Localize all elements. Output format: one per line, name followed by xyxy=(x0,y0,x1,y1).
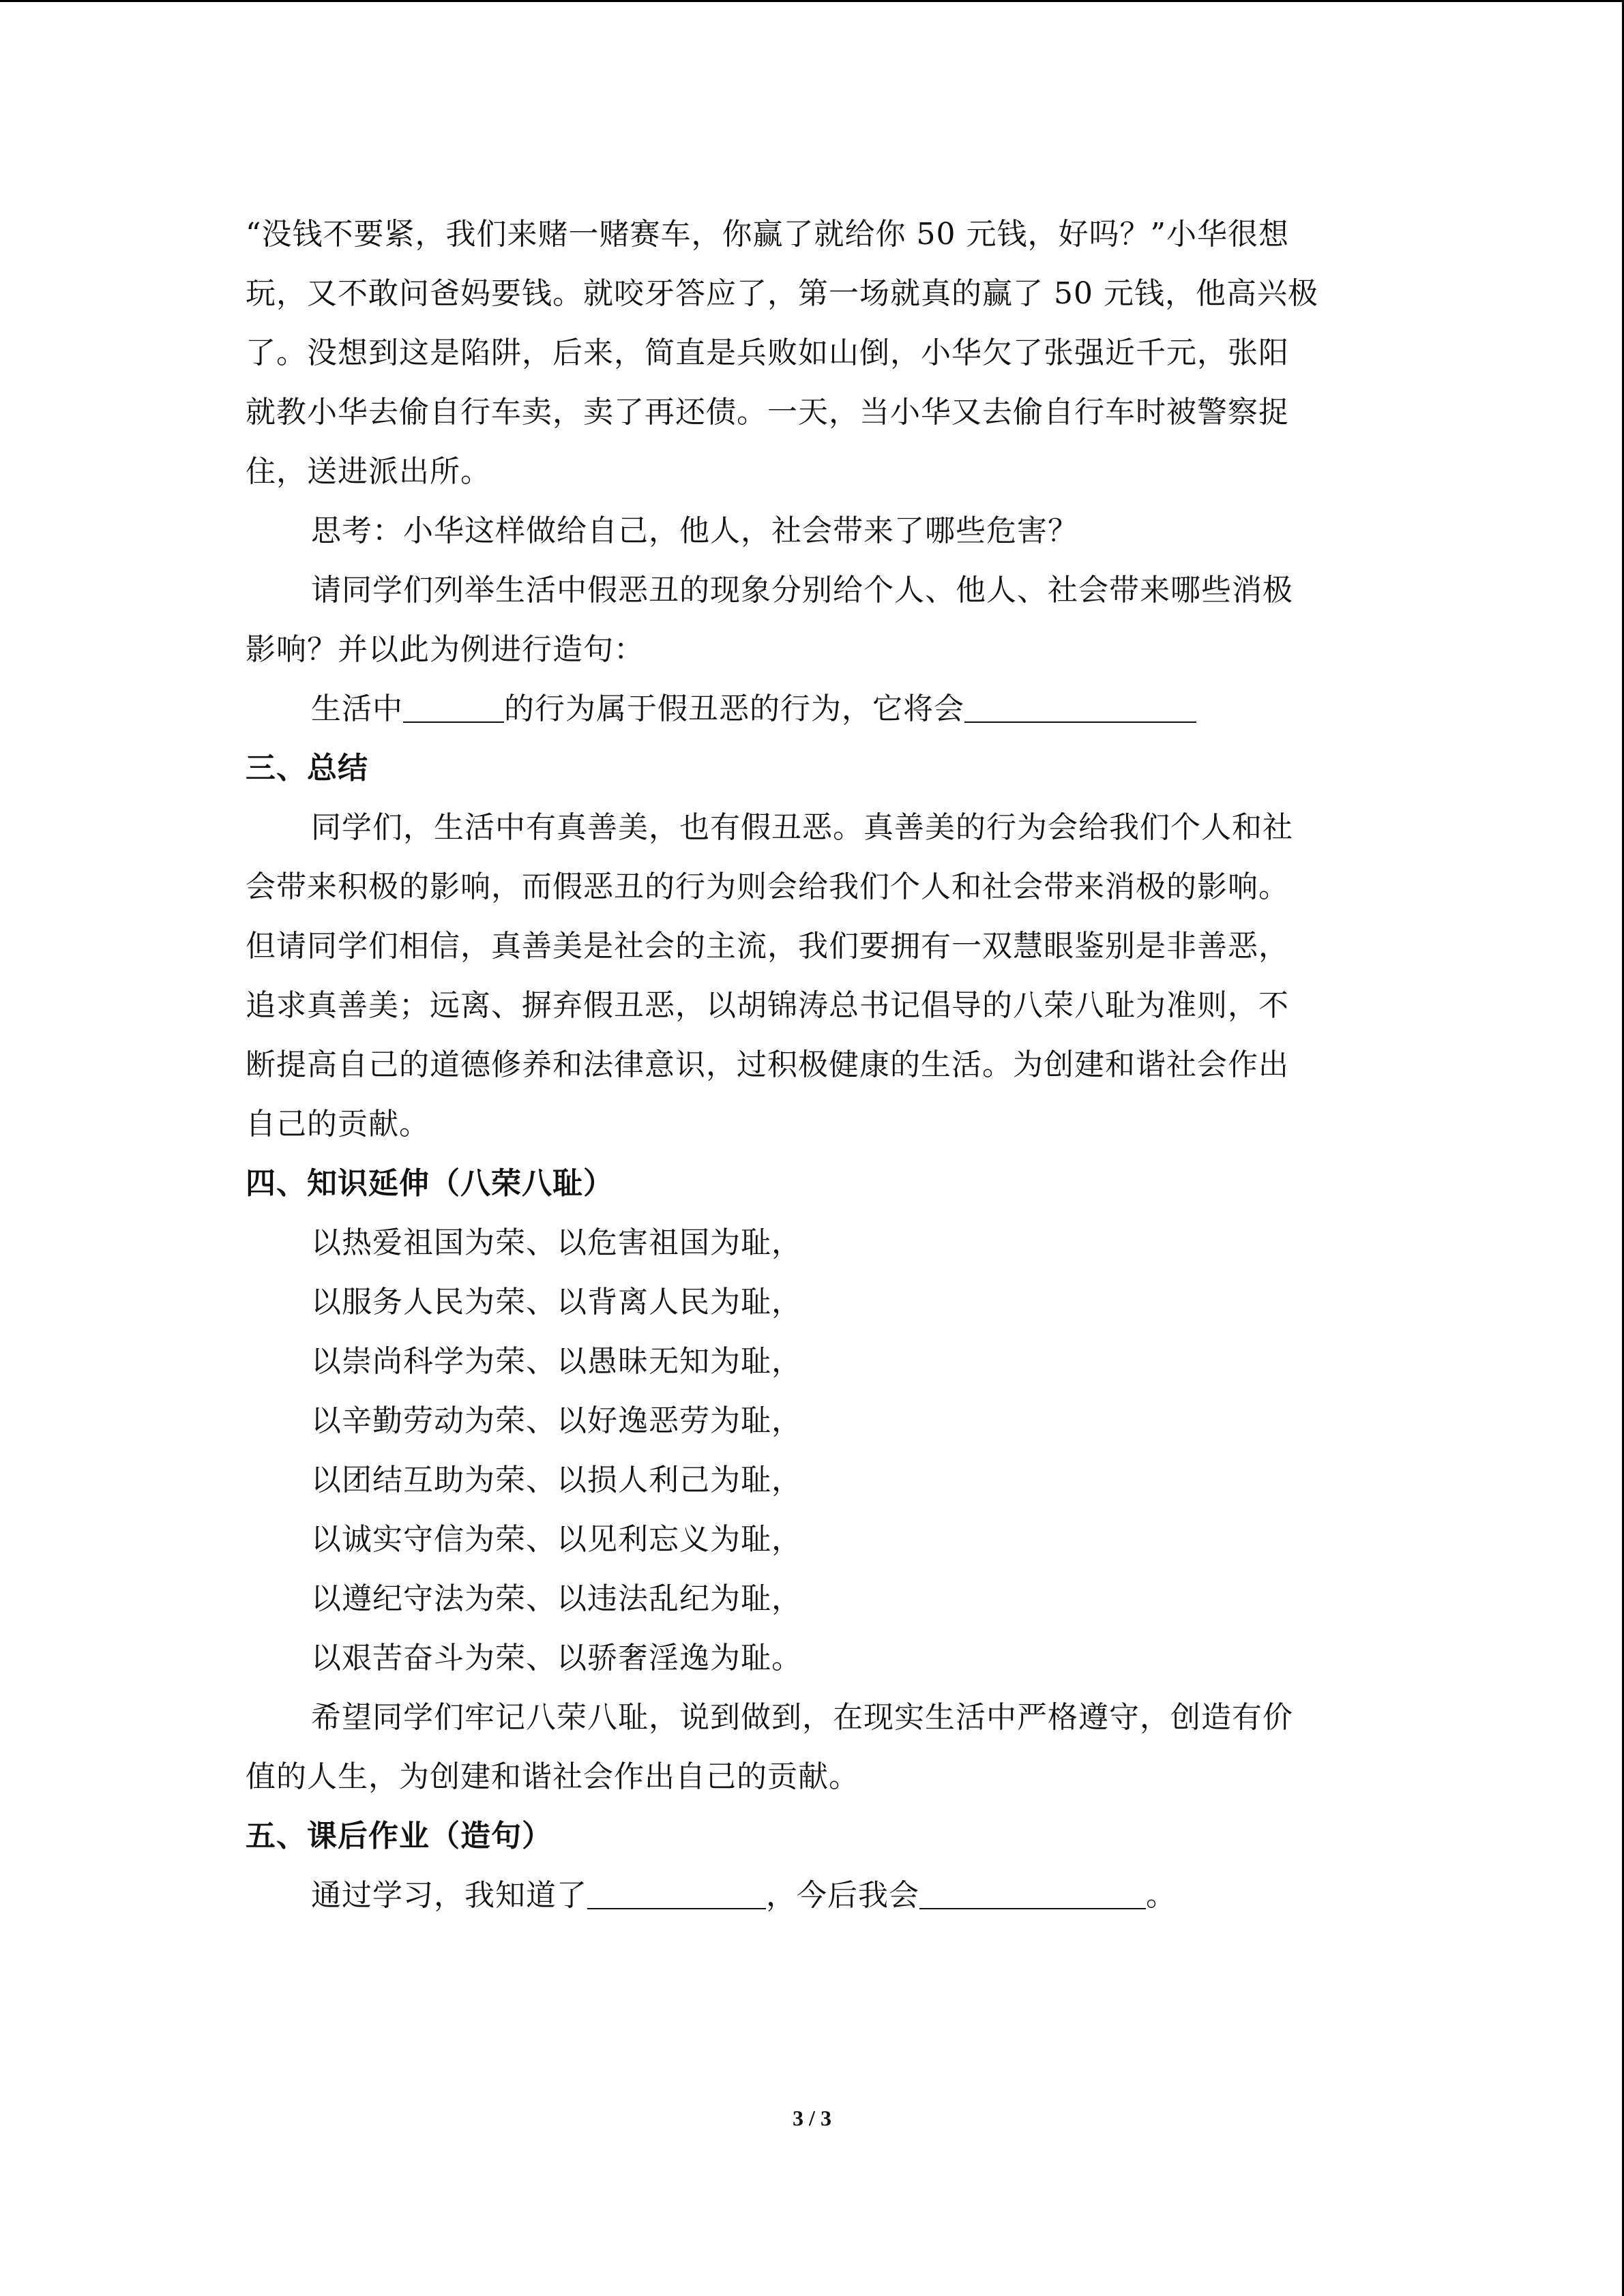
story-line: 了。没想到这是陷阱，后来，简直是兵败如山倒，小华欠了张强近千元，张阳 xyxy=(246,336,1289,370)
summary-line: 断提高自己的道德修养和法律意识，过积极健康的生活。为创建和谐社会作出 xyxy=(246,1047,1289,1082)
summary-line: 但请同学们相信，真善美是社会的主流，我们要拥有一双慧眼鉴别是非善恶， xyxy=(246,929,1289,964)
story-paragraph xyxy=(246,205,1378,501)
hope-line: 希望同学们牢记八荣八耻，说到做到，在现实生活中严格遵守，创造有价 xyxy=(311,1700,1293,1735)
story-line: 就教小华去偷自行车卖，卖了再还债。一天，当小华又去偷自行车时被警察捉 xyxy=(246,395,1289,430)
honor-item: 以崇尚科学为荣、以愚昧无知为耻， xyxy=(311,1344,802,1379)
summary-paragraph xyxy=(246,798,1378,1154)
story-line: 住，送进派出所。 xyxy=(246,454,491,489)
story-line: 玩，又不敢问爸妈要钱。就咬牙答应了，第一场就真的赢了 50 元钱，他高兴极 xyxy=(246,276,1318,311)
sentence-text: 通过学习，我知道了 xyxy=(311,1878,587,1913)
think-question: 思考：小华这样做给自己，他人，社会带来了哪些危害？ xyxy=(311,513,1078,548)
honor-item: 以服务人民为荣、以背离人民为耻， xyxy=(311,1285,802,1320)
sentence-text: 。 xyxy=(1146,1878,1177,1913)
honor-item: 以热爱祖国为荣、以危害祖国为耻， xyxy=(311,1225,802,1260)
honor-item: 以辛勤劳动为荣、以好逸恶劳为耻， xyxy=(311,1403,802,1438)
honor-item: 以诚实守信为荣、以见利忘义为耻， xyxy=(311,1522,802,1557)
honor-item: 以团结互助为荣、以损人利己为耻， xyxy=(311,1463,802,1497)
fill-blank[interactable] xyxy=(964,690,1196,723)
section-heading-homework: 五、课后作业（造句） xyxy=(246,1819,552,1853)
prompt-line: 请同学们列举生活中假恶丑的现象分别给个人、他人、社会带来哪些消极 xyxy=(311,573,1293,608)
sentence-exercise-2 xyxy=(246,1866,1378,1925)
summary-line: 自己的贡献。 xyxy=(246,1107,430,1142)
hope-paragraph xyxy=(246,1688,1378,1806)
summary-line: 会带来积极的影响，而假恶丑的行为则会给我们个人和社会带来消极的影响。 xyxy=(246,869,1289,904)
honor-item: 以遵纪守法为荣、以违法乱纪为耻， xyxy=(311,1581,802,1616)
fill-blank[interactable] xyxy=(587,1877,766,1909)
story-line: “没钱不要紧，我们来赌一赌赛车，你赢了就给你 50 元钱，好吗？”小华很想 xyxy=(246,217,1289,252)
sentence-text: 生活中 xyxy=(311,691,403,726)
section-heading-knowledge: 四、知识延伸（八荣八耻） xyxy=(246,1166,614,1201)
prompt-paragraph xyxy=(246,561,1378,679)
summary-line: 追求真善美；远离、摒弃假丑恶，以胡锦涛总书记倡导的八荣八耻为准则，不 xyxy=(246,988,1289,1023)
honors-list xyxy=(246,1213,1378,1688)
document-body xyxy=(246,205,1378,1925)
fill-blank[interactable] xyxy=(403,690,504,723)
sentence-exercise-1 xyxy=(246,679,1378,739)
page-number: 3 / 3 xyxy=(793,2106,831,2130)
sentence-text: ，今后我会 xyxy=(766,1878,919,1913)
prompt-line: 影响？并以此为例进行造句： xyxy=(246,632,645,667)
hope-line: 值的人生，为创建和谐社会作出自己的贡献。 xyxy=(246,1759,859,1794)
honor-item: 以艰苦奋斗为荣、以骄奢淫逸为耻。 xyxy=(311,1641,802,1675)
summary-line: 同学们，生活中有真善美，也有假丑恶。真善美的行为会给我们个人和社 xyxy=(311,810,1293,845)
fill-blank[interactable] xyxy=(919,1877,1146,1909)
sentence-text: 的行为属于假丑恶的行为，它将会 xyxy=(504,691,964,726)
section-heading-summary: 三、总结 xyxy=(246,751,368,786)
page-top-border xyxy=(0,0,1624,2)
